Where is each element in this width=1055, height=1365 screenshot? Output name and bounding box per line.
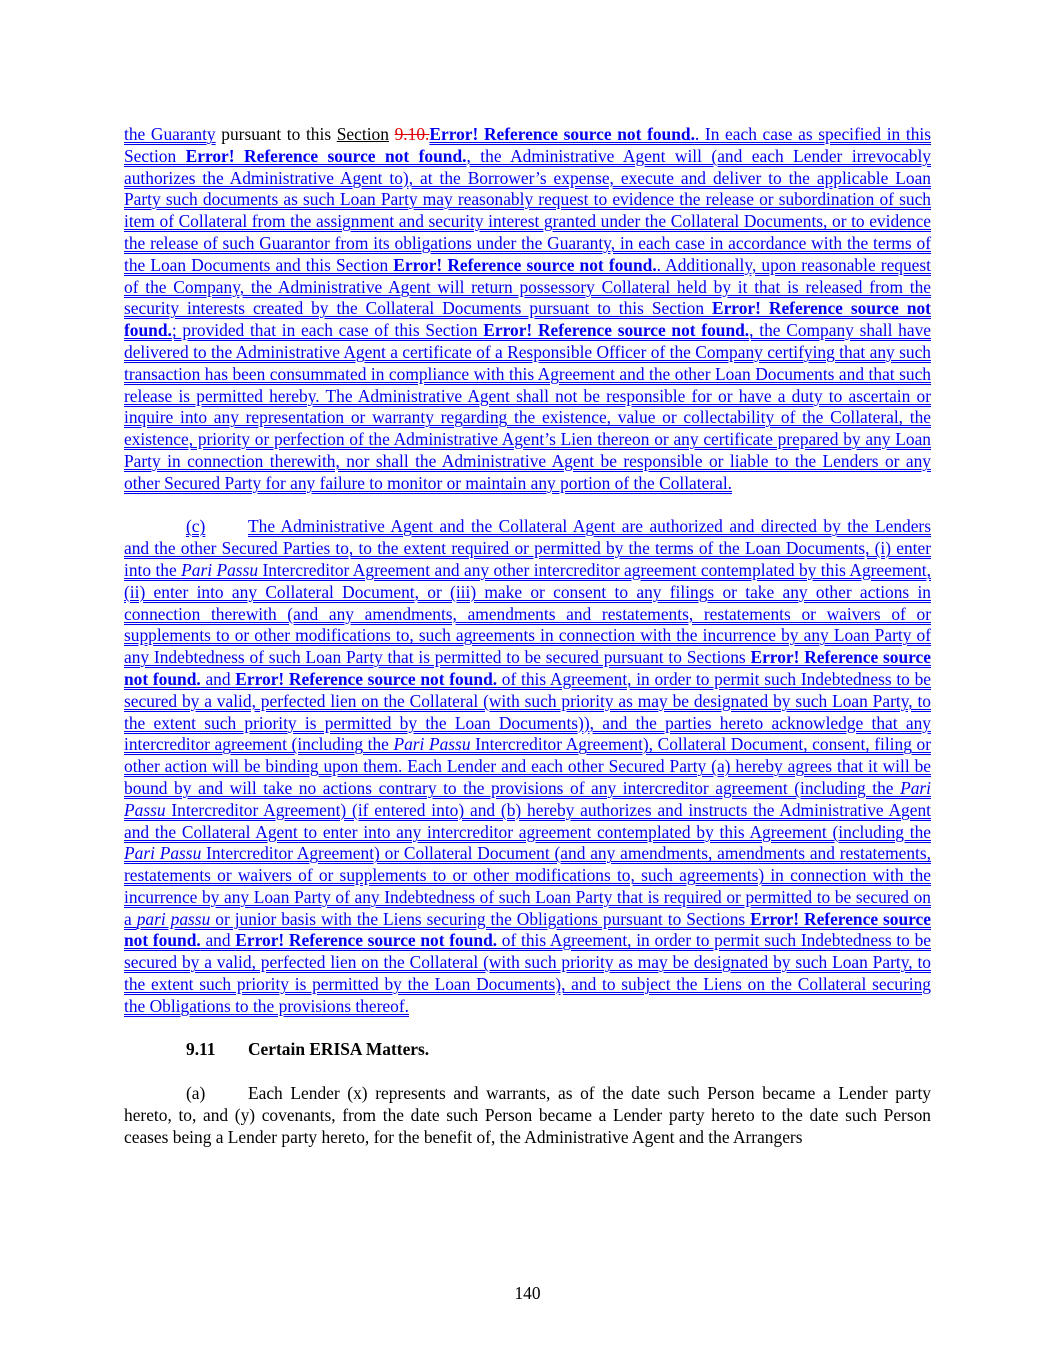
inserted-text: and (200, 930, 236, 951)
section-number: 9.11 (186, 1039, 216, 1060)
spacer (124, 1061, 931, 1083)
inserted-text: the Guaranty (124, 124, 216, 144)
paragraph-a-erisa (124, 1083, 931, 1148)
spacer (124, 495, 931, 517)
inserted-text: Intercreditor Agreement and any other intercreditor agreement contemplated by this Agreement, (ii) enter into any Collateral Document, or (iii) make or consent to any filings or take any other actions in connection therewith (and any amendments, amendments and restatements, restatements or waivers of or supplements to or other modifications to, such agreements in connection with the incurrence by any Loan Party of any Indebtedness of such Loan Party that is permitted to be secured pursuant to Sections (124, 559, 931, 668)
inserted-text: Intercreditor Agreement) (if entered into) and (b) hereby authorizes and instructs the Administrative Agent and the Collateral Agent to enter into any intercreditor agreement contemplated by this Agreement (including the (124, 799, 931, 842)
inserted-text: and (200, 668, 236, 689)
cross-reference-error: Error! Reference source not found. (393, 254, 657, 275)
inserted-text: of this Agreement, in order to permit such Indebtedness to be secured by a valid, perfected lien on the Collateral (with such priority as may be designated by such Loan Party, to the extent such priority is permitted by the Loan Documents)), and the parties hereto acknowledge that any intercreditor agreement (including the (124, 668, 931, 755)
body-text: pursuant to this (215, 124, 337, 144)
inserted-italic: pari passu (136, 908, 211, 929)
inserted-italic: Pari Passu (124, 843, 202, 864)
inserted-text: of this Agreement, in order to permit such Indebtedness to be secured by a valid, perfected lien on the Collateral (with such priority as may be designated by such Loan Party, to the extent such priority is permitted by the Loan Documents), and to subject the Liens on the Collateral securing the Obligations to the provisions thereof. (124, 930, 931, 1016)
body-text: Section (336, 124, 389, 144)
inserted-italic: Pari Passu (393, 734, 471, 755)
section-heading-9-11 (124, 1039, 931, 1061)
inserted-text: , the Administrative Agent will (and each Lender irrevocably authorizes the Administrative Agent to), at the Borrower’s expense, execute and deliver to the applicable Loan Party such documents as such Loan Party may reasonably request to evidence the release or subordination of such item of Collateral from the assignment and security interest granted under the Collateral Documents, or to evidence the release of such Guarantor from its obligations under the Guaranty, in each case in accordance with the terms of the Loan Documents and this Section (124, 145, 932, 275)
paragraph-c-intercreditor (124, 516, 931, 1017)
inserted-text: or junior basis with the Liens securing the Obligations pursuant to Sections (210, 908, 751, 929)
cross-reference-error: Error! Reference source not found. (235, 930, 498, 951)
inserted-italic: Pari Passu (181, 559, 259, 580)
inserted-text: . In each case as specified in this Section (124, 124, 931, 166)
cross-reference-error: Error! Reference source not found. (483, 320, 750, 341)
inserted-italic: Pari Passu (124, 777, 931, 820)
cross-reference-error: Error! Reference source not found. (429, 124, 695, 144)
cross-reference-error: Error! Reference source not found. (124, 647, 931, 689)
body-text: Each Lender (x) represents and warrants, as of the date such Person became a Lender party hereto, to, and (y) covenants, from the date such Person became a Lender party hereto to the date such Person ceases being a Lender party hereto, for the benefit of, the Administrative Agent and the Arrangers (124, 1083, 931, 1147)
deleted-text: 9.10. (394, 124, 430, 144)
inserted-text: The Administrative Agent and the Collateral Agent are authorized and directed by the Lenders and the other Secured Parties to, to the extent required or permitted by the terms of the Loan Documents, (i) enter into the (124, 516, 931, 580)
cross-reference-error: Error! Reference source not found. (124, 298, 931, 341)
cross-reference-error: Error! Reference source not found. (185, 145, 467, 166)
inserted-text: ; provided that in each case of this Section (171, 320, 484, 341)
paragraph-release-collateral (124, 124, 931, 495)
inserted-text: Intercreditor Agreement) or Collateral Document (and any amendments, amendments and restatements, restatements or waivers of or supplements to or other modifications to, such agreements) in connection with the incurrence by any Loan Party of any Indebtedness of such Loan Party that is required or permitted to be secured on a (124, 843, 931, 929)
clause-label: (a) (186, 1083, 206, 1104)
inserted-text: . Additionally, upon reasonable request of the Company, the Administrative Agent will return possessory Collateral held by it that is released from the security interests created by the Collateral Documents pursuant to this Section (124, 254, 931, 319)
spacer (124, 1018, 931, 1040)
inserted-text: Intercreditor Agreement), Collateral Document, consent, filing or other action will be binding upon them. Each Lender and each other Secured Party (a) hereby agrees that it will be bound by and will take no actions contrary to the provisions of any intercreditor agreement (including the (124, 734, 931, 798)
cross-reference-error: Error! Reference source not found. (235, 668, 498, 689)
section-title: Certain ERISA Matters. (248, 1039, 430, 1060)
page-number: 140 (514, 1283, 541, 1303)
clause-label: (c) (186, 516, 206, 537)
cross-reference-error: Error! Reference source not found. (124, 908, 931, 951)
document-body (124, 124, 931, 1148)
inserted-text: , the Company shall have delivered to the Administrative Agent a certificate of a Responsible Officer of the Company certifying that any such transaction has been consummated in compliance with this Agreement and the other Loan Documents and that such release is permitted hereby. The Administrative Agent shall not be responsible for or have a duty to ascertain or inquire into any representation or warranty regarding the existence, value or collectability of the Collateral, the existence, priority or perfection of the Administrative Agent’s Lien thereon or any certificate prepared by any Loan Party in connection therewith, nor shall the Administrative Agent be responsible or liable to the Lenders or any other Secured Party for any failure to monitor or maintain any portion of the Collateral. (124, 320, 931, 493)
